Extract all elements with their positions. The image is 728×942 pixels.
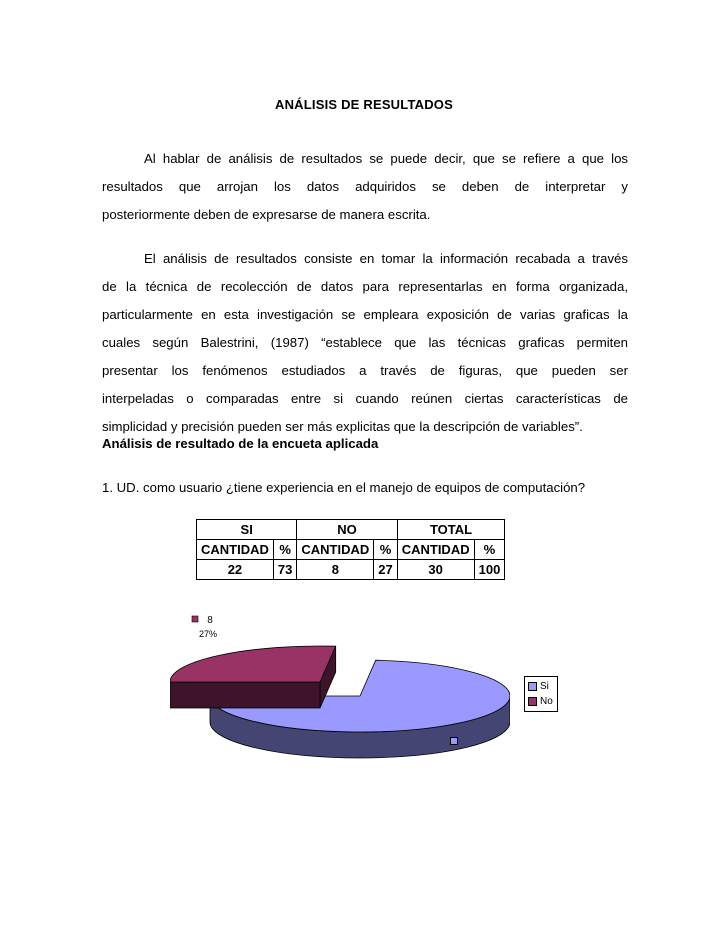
pie-slice-inner-wall (170, 682, 320, 708)
table-cell: 8 (297, 560, 374, 580)
table-row (197, 560, 505, 580)
pie-slice-no (170, 646, 336, 682)
data-label-swatch (450, 737, 458, 745)
header-no: NO (297, 520, 397, 540)
paragraph-line: simplicidad y precisión pueden ser más explicitas que la descripción de variables”. (102, 419, 583, 434)
table-header-row (197, 520, 505, 540)
paragraph-line: de la técnica de recolección de datos para representarlas en forma organizada, (102, 279, 628, 294)
header-total: TOTAL (397, 520, 505, 540)
table-cell: 100 (474, 560, 505, 580)
table-subheader-row (197, 540, 505, 560)
table-cell: 30 (397, 560, 474, 580)
subheader-cell: CANTIDAD (197, 540, 274, 560)
paragraph-line: interpeladas o comparadas entre si cuando reúnen ciertas características de (102, 391, 628, 406)
subheader-cell: % (273, 540, 296, 560)
page-title: ANÁLISIS DE RESULTADOS (275, 97, 453, 112)
paragraph-line: presentar los fenómenos estudiados a través de figuras, que pueden ser (102, 363, 628, 378)
legend-item-no (528, 694, 553, 709)
survey-question: 1. UD. como usuario ¿tiene experiencia en el manejo de equipos de computación? (102, 480, 586, 495)
paragraph-1 (102, 145, 628, 229)
data-label-value: 8 (207, 615, 213, 626)
table-cell: 73 (273, 560, 296, 580)
section-heading: Análisis de resultado de la encueta aplicada (102, 436, 379, 451)
table-cell: 27 (374, 560, 397, 580)
legend-label: No (540, 696, 553, 707)
data-label-percent (450, 750, 458, 761)
paragraph-line: posteriormente deben de expresarse de manera escrita. (102, 207, 431, 222)
subheader-cell: CANTIDAD (297, 540, 374, 560)
legend-label: Si (540, 681, 549, 692)
paragraph-line: cuales según Balestrini, (1987) “establece que las técnicas graficas permiten (102, 335, 628, 350)
data-label-percent: 27% (198, 629, 218, 639)
subheader-cell: CANTIDAD (397, 540, 474, 560)
legend-swatch (528, 682, 537, 691)
results-table (196, 519, 505, 580)
legend-swatch (528, 697, 537, 706)
paragraph-line: Al hablar de análisis de resultados se puede decir, que se refiere a que los (144, 151, 628, 166)
paragraph-line: resultados que arrojan los datos adquiridos se deben de interpretar y (102, 179, 628, 194)
chart-legend (524, 676, 558, 712)
paragraph-2 (102, 245, 628, 441)
header-si: SI (197, 520, 297, 540)
legend-item-si (528, 679, 553, 694)
paragraph-line: particularmente en esta investigación se empleara exposición de varias graficas la (102, 307, 628, 322)
data-label-swatch (192, 616, 198, 622)
table-cell: 22 (197, 560, 274, 580)
paragraph-line: El análisis de resultados consiste en tomar la información recabada a través (144, 251, 628, 266)
subheader-cell: % (374, 540, 397, 560)
data-label-si (450, 736, 464, 762)
subheader-cell: % (474, 540, 505, 560)
